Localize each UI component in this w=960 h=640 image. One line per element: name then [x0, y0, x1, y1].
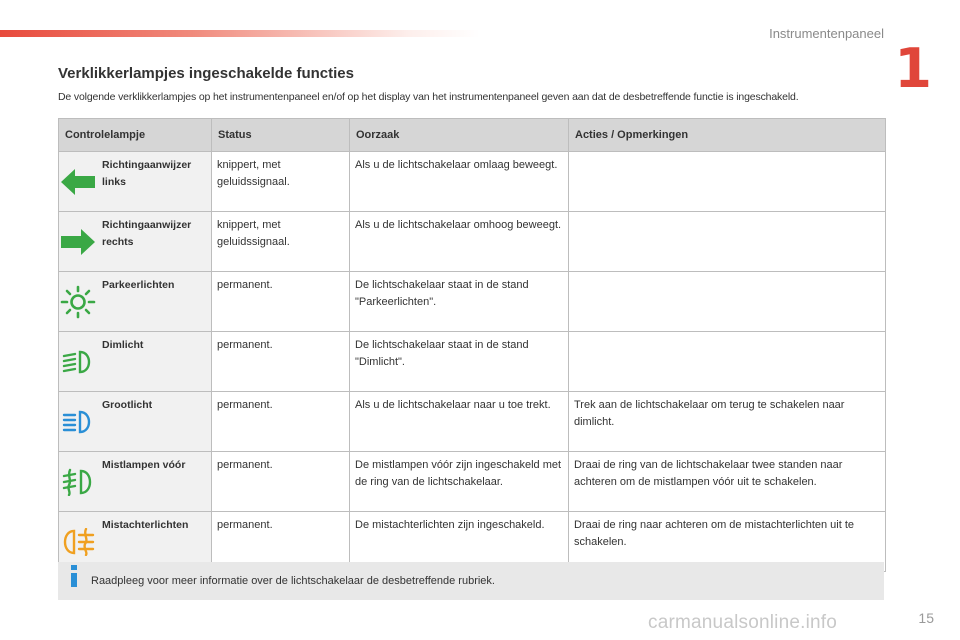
table-row [59, 392, 886, 452]
header-controlelampje: Controlelampje [59, 119, 212, 152]
dipped-beam-icon [59, 349, 97, 375]
table-row [59, 272, 886, 332]
table-row [59, 212, 886, 272]
lamp-status: permanent. [212, 512, 350, 572]
lamp-cause: De mistlampen vóór zijn ingeschakeld met de ring van de lichtschakelaar. [350, 452, 569, 512]
section-title: Instrumentenpaneel [769, 26, 884, 41]
warning-lamps-table [58, 118, 886, 572]
lamp-action [569, 272, 886, 332]
lamp-icon-cell [59, 152, 98, 212]
lamp-action: Draai de ring van de lichtschakelaar twee standen naar achteren om de mistlampen vóór uit te schakelen. [569, 452, 886, 512]
table-header-row [59, 119, 886, 152]
info-note-text: Raadpleeg voor meer informatie over de lichtschakelaar de desbetreffende rubriek. [91, 575, 495, 587]
lamp-cause: De lichtschakelaar staat in de stand "Dimlicht". [350, 332, 569, 392]
lamp-name: Parkeerlichten [97, 272, 212, 332]
chapter-number: 1 [894, 37, 932, 100]
lamp-name: Mistlampen vóór [97, 452, 212, 512]
header-accent-bar [0, 30, 480, 37]
lamp-status: permanent. [212, 332, 350, 392]
lamp-cause: Als u de lichtschakelaar omlaag beweegt. [350, 152, 569, 212]
lamp-icon-cell [59, 272, 98, 332]
lamp-cause: De lichtschakelaar staat in de stand "Parkeerlichten". [350, 272, 569, 332]
info-note-box [58, 562, 884, 600]
lamp-action [569, 332, 886, 392]
main-beam-icon [59, 409, 97, 435]
lamp-cause: De mistachterlichten zijn ingeschakeld. [350, 512, 569, 572]
lamp-name: Richtingaanwijzer links [97, 152, 212, 212]
lamp-name: Mistachterlichten [97, 512, 212, 572]
lamp-name: Grootlicht [97, 392, 212, 452]
lamp-status: permanent. [212, 452, 350, 512]
lamp-name: Richtingaanwijzer rechts [97, 212, 212, 272]
watermark: carmanualsonline.info [648, 612, 838, 633]
header-status: Status [212, 119, 350, 152]
rear-fog-icon [59, 528, 97, 556]
lamp-status: permanent. [212, 392, 350, 452]
lamp-cause: Als u de lichtschakelaar omhoog beweegt. [350, 212, 569, 272]
front-fog-icon [59, 468, 97, 496]
left-arrow-icon [59, 167, 97, 197]
lamp-icon-cell [59, 392, 98, 452]
lamp-status: knippert, met geluidssignaal. [212, 152, 350, 212]
info-icon [68, 564, 80, 593]
lamp-action: Trek aan de lichtschakelaar om terug te schakelen naar dimlicht. [569, 392, 886, 452]
right-arrow-icon [59, 227, 97, 257]
lamp-status: permanent. [212, 272, 350, 332]
lamp-cause: Als u de lichtschakelaar naar u toe trekt. [350, 392, 569, 452]
table-row [59, 152, 886, 212]
lamp-action [569, 152, 886, 212]
lamp-icon-cell [59, 332, 98, 392]
lamp-status: knippert, met geluidssignaal. [212, 212, 350, 272]
lamp-icon-cell [59, 212, 98, 272]
page-number: 15 [918, 610, 934, 626]
intro-text: De volgende verklikkerlampjes op het instrumentenpaneel en/of op het display van het instrumentenpaneel geven aan dat de desbetreffende functie is ingeschakeld. [58, 91, 799, 103]
header-oorzaak: Oorzaak [350, 119, 569, 152]
table-row [59, 452, 886, 512]
lamp-name: Dimlicht [97, 332, 212, 392]
page-title: Verklikkerlampjes ingeschakelde functies [58, 65, 354, 82]
lamp-icon-cell [59, 452, 98, 512]
table-row [59, 332, 886, 392]
lamp-action: Draai de ring naar achteren om de mistachterlichten uit te schakelen. [569, 512, 886, 572]
parking-lights-icon [59, 285, 97, 319]
header-acties: Acties / Opmerkingen [569, 119, 886, 152]
lamp-action [569, 212, 886, 272]
